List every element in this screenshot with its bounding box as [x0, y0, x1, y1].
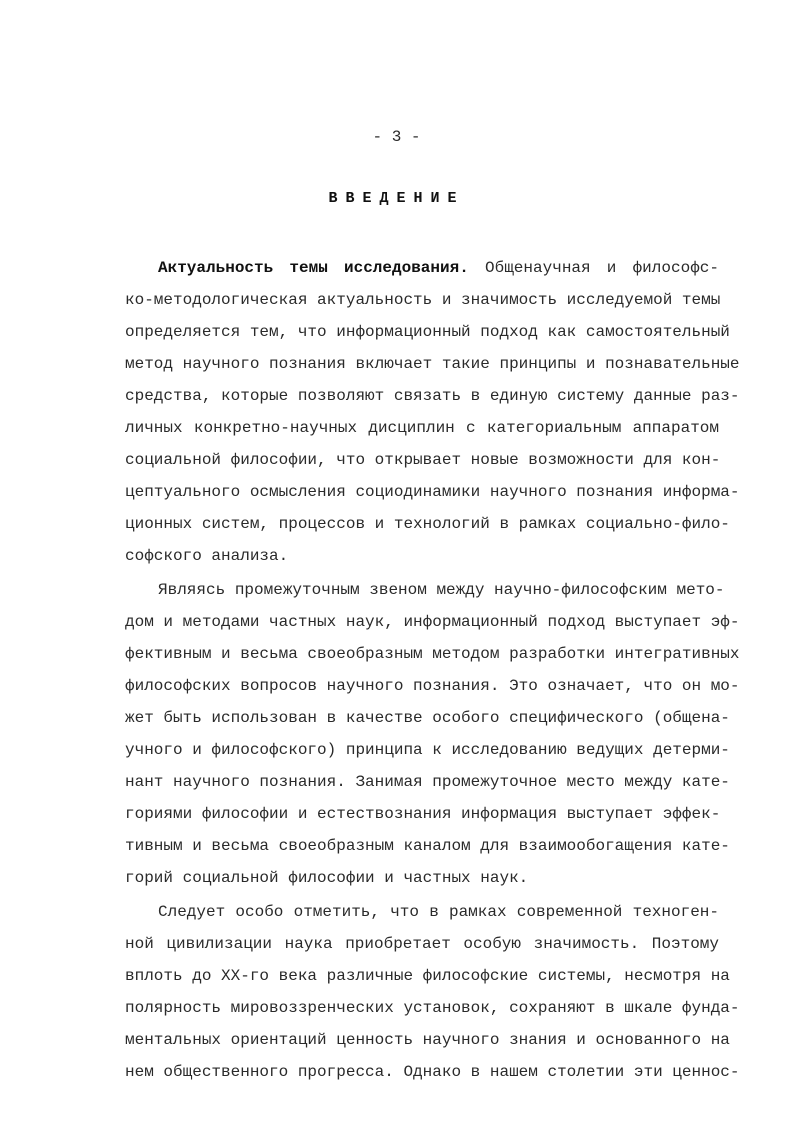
paragraph-1 — [125, 252, 740, 572]
text-line: софского анализа. — [125, 547, 289, 565]
text-fragment: Общенаучная и философс- — [485, 259, 719, 277]
text-line: вплоть до XX-го века различные философские системы, несмотря на — [125, 967, 730, 985]
paragraph-3 — [125, 896, 740, 1088]
section-heading: ВВЕДЕНИЕ — [328, 190, 465, 207]
text-line: тивным и весьма своеобразным каналом для взаимообогащения кате- — [125, 837, 730, 855]
text-line: нем общественного прогресса. Однако в нашем столетии эти ценнос- — [125, 1063, 740, 1081]
text-line: определяется тем, что информационный подход как самостоятельный — [125, 323, 730, 341]
text-line: жет быть использован в качестве особого специфического (общена- — [125, 709, 730, 727]
text-line: цептуального осмысления социодинамики научного познания информа- — [125, 483, 740, 501]
text-line: метод научного познания включает такие принципы и познавательные — [125, 355, 740, 373]
text-line: полярность мировоззренческих установок, сохраняют в шкале фунда- — [125, 999, 740, 1017]
paragraph-2 — [125, 574, 740, 894]
text-line: Следует особо отметить, что в рамках современной техноген- — [158, 903, 719, 921]
page-number: - 3 - — [372, 128, 421, 146]
text-line: дом и методами частных наук, информационный подход выступает эф- — [125, 613, 740, 631]
text-line: фективным и весьма своеобразным методом разработки интегративных — [125, 645, 740, 663]
text-line: средства, которые позволяют связать в единую систему данные раз- — [125, 387, 740, 405]
text-line: философских вопросов научного познания. Это означает, что он мо- — [125, 677, 740, 695]
text-line: социальной философии, что открывает новые возможности для кон- — [125, 451, 721, 469]
text-line — [125, 252, 719, 284]
text-line: Являясь промежуточным звеном между научно-философским мето- — [158, 581, 725, 599]
text-line: ко-методологическая актуальность и значимость исследуемой темы — [125, 291, 721, 309]
text-line: ционных систем, процессов и технологий в рамках социально-фило- — [125, 515, 730, 533]
text-line: гориями философии и естествознания информация выступает эффек- — [125, 805, 721, 823]
text-line: ментальных ориентаций ценность научного знания и основанного на — [125, 1031, 730, 1049]
text-line: горий социальной философии и частных наук. — [125, 869, 529, 887]
text-line: нант научного познания. Занимая промежуточное место между кате- — [125, 773, 730, 791]
text-line: учного и философского) принципа к исследованию ведущих детерми- — [125, 741, 730, 759]
body-text — [125, 252, 740, 1088]
lead-in: Актуальность темы исследования. — [158, 259, 469, 277]
text-line: ной цивилизации наука приобретает особую значимость. Поэтому — [125, 935, 719, 953]
text-line: личных конкретно-научных дисциплин с категориальным аппаратом — [125, 419, 719, 437]
